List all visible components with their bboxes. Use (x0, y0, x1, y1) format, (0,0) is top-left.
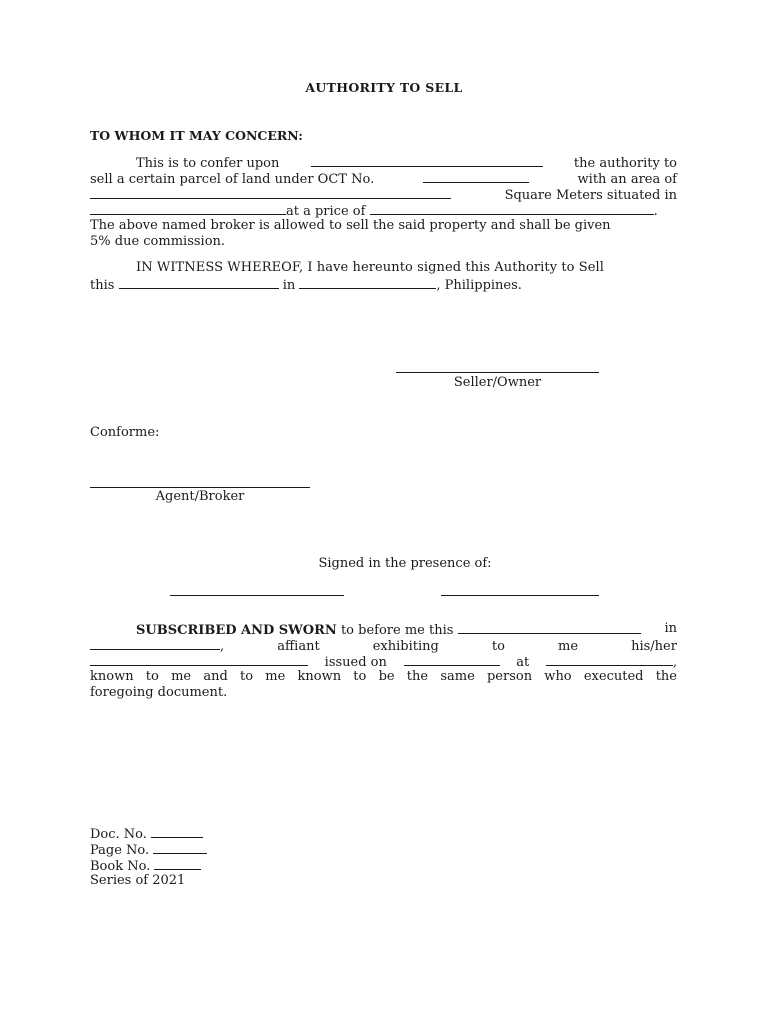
page-no-label: Page No. (90, 843, 150, 858)
broker-name-blank (311, 154, 543, 167)
id-blank (90, 653, 308, 666)
book-no-blank (154, 857, 201, 870)
period: . (653, 204, 658, 219)
jurat-date-blank (458, 621, 641, 634)
authority-text: the authority to (573, 156, 677, 171)
issued-on-text: issued on (324, 655, 387, 670)
price-blank (370, 202, 654, 215)
witness2-signature-line (441, 595, 599, 596)
witness-text: IN WITNESS WHEREOF, I have hereunto signed this Authority to Sell (136, 260, 605, 275)
before-me-text: to before me this (340, 623, 454, 638)
conforme-label: Conforme: (90, 425, 160, 440)
paragraph1-line5: The above named broker is allowed to sell the said property and shall be given (90, 218, 611, 233)
seller-owner-label: Seller/Owner (453, 375, 542, 390)
seller-signature-line (396, 372, 599, 373)
paragraph1-line6: 5% due commission. (90, 234, 226, 249)
oct-number-blank (423, 170, 529, 183)
me-text: me (558, 639, 579, 654)
exhibiting-text: exhibiting (372, 639, 439, 654)
salutation: TO WHOM IT MAY CONCERN: (90, 128, 303, 143)
jurat-line5: foregoing document. (90, 685, 228, 700)
page-no-blank (153, 841, 207, 854)
book-no-label: Book No. (90, 859, 151, 874)
date-blank (119, 276, 279, 289)
subscribed-sworn-text: SUBSCRIBED AND SWORN (136, 623, 337, 638)
paragraph2-line1 (90, 260, 677, 276)
agent-broker-label: Agent/Broker (155, 489, 245, 504)
jurat-in-text: in (664, 621, 677, 636)
witness1-signature-line (170, 595, 344, 596)
square-meters-text: Square Meters situated in (504, 188, 677, 203)
confer-text: This is to confer upon (136, 156, 280, 171)
issued-date-blank (404, 653, 500, 666)
comma: , (220, 639, 225, 654)
signed-presence-label: Signed in the presence of: (318, 556, 492, 571)
doc-no-blank (151, 825, 203, 838)
issued-place-blank (546, 653, 673, 666)
in-text: in (282, 278, 296, 293)
jurat-place-blank (90, 637, 220, 650)
series: Series of 2021 (90, 873, 186, 888)
agent-signature-line (90, 487, 310, 488)
affiant-text: affiant (277, 639, 320, 654)
doc-no-label: Doc. No. (90, 827, 147, 842)
area-blank (90, 186, 451, 199)
document-title: AUTHORITY TO SELL (305, 80, 463, 95)
to-text: to (491, 639, 505, 654)
price-text: at a price of (286, 204, 366, 219)
area-text: with an area of (577, 172, 677, 187)
this-text: this (90, 278, 115, 293)
location-blank (90, 202, 286, 215)
sell-parcel-text: sell a certain parcel of land under OCT No. (90, 172, 375, 187)
comma2: , (672, 655, 677, 670)
his-her-text: his/her (631, 639, 677, 654)
place-blank (299, 276, 436, 289)
philippines-text: , Philippines. (436, 278, 522, 293)
at-text: at (516, 655, 530, 670)
jurat-line4: known to me and to me known to be the same person who executed the (90, 669, 677, 684)
paragraph2-line2 (90, 276, 522, 294)
